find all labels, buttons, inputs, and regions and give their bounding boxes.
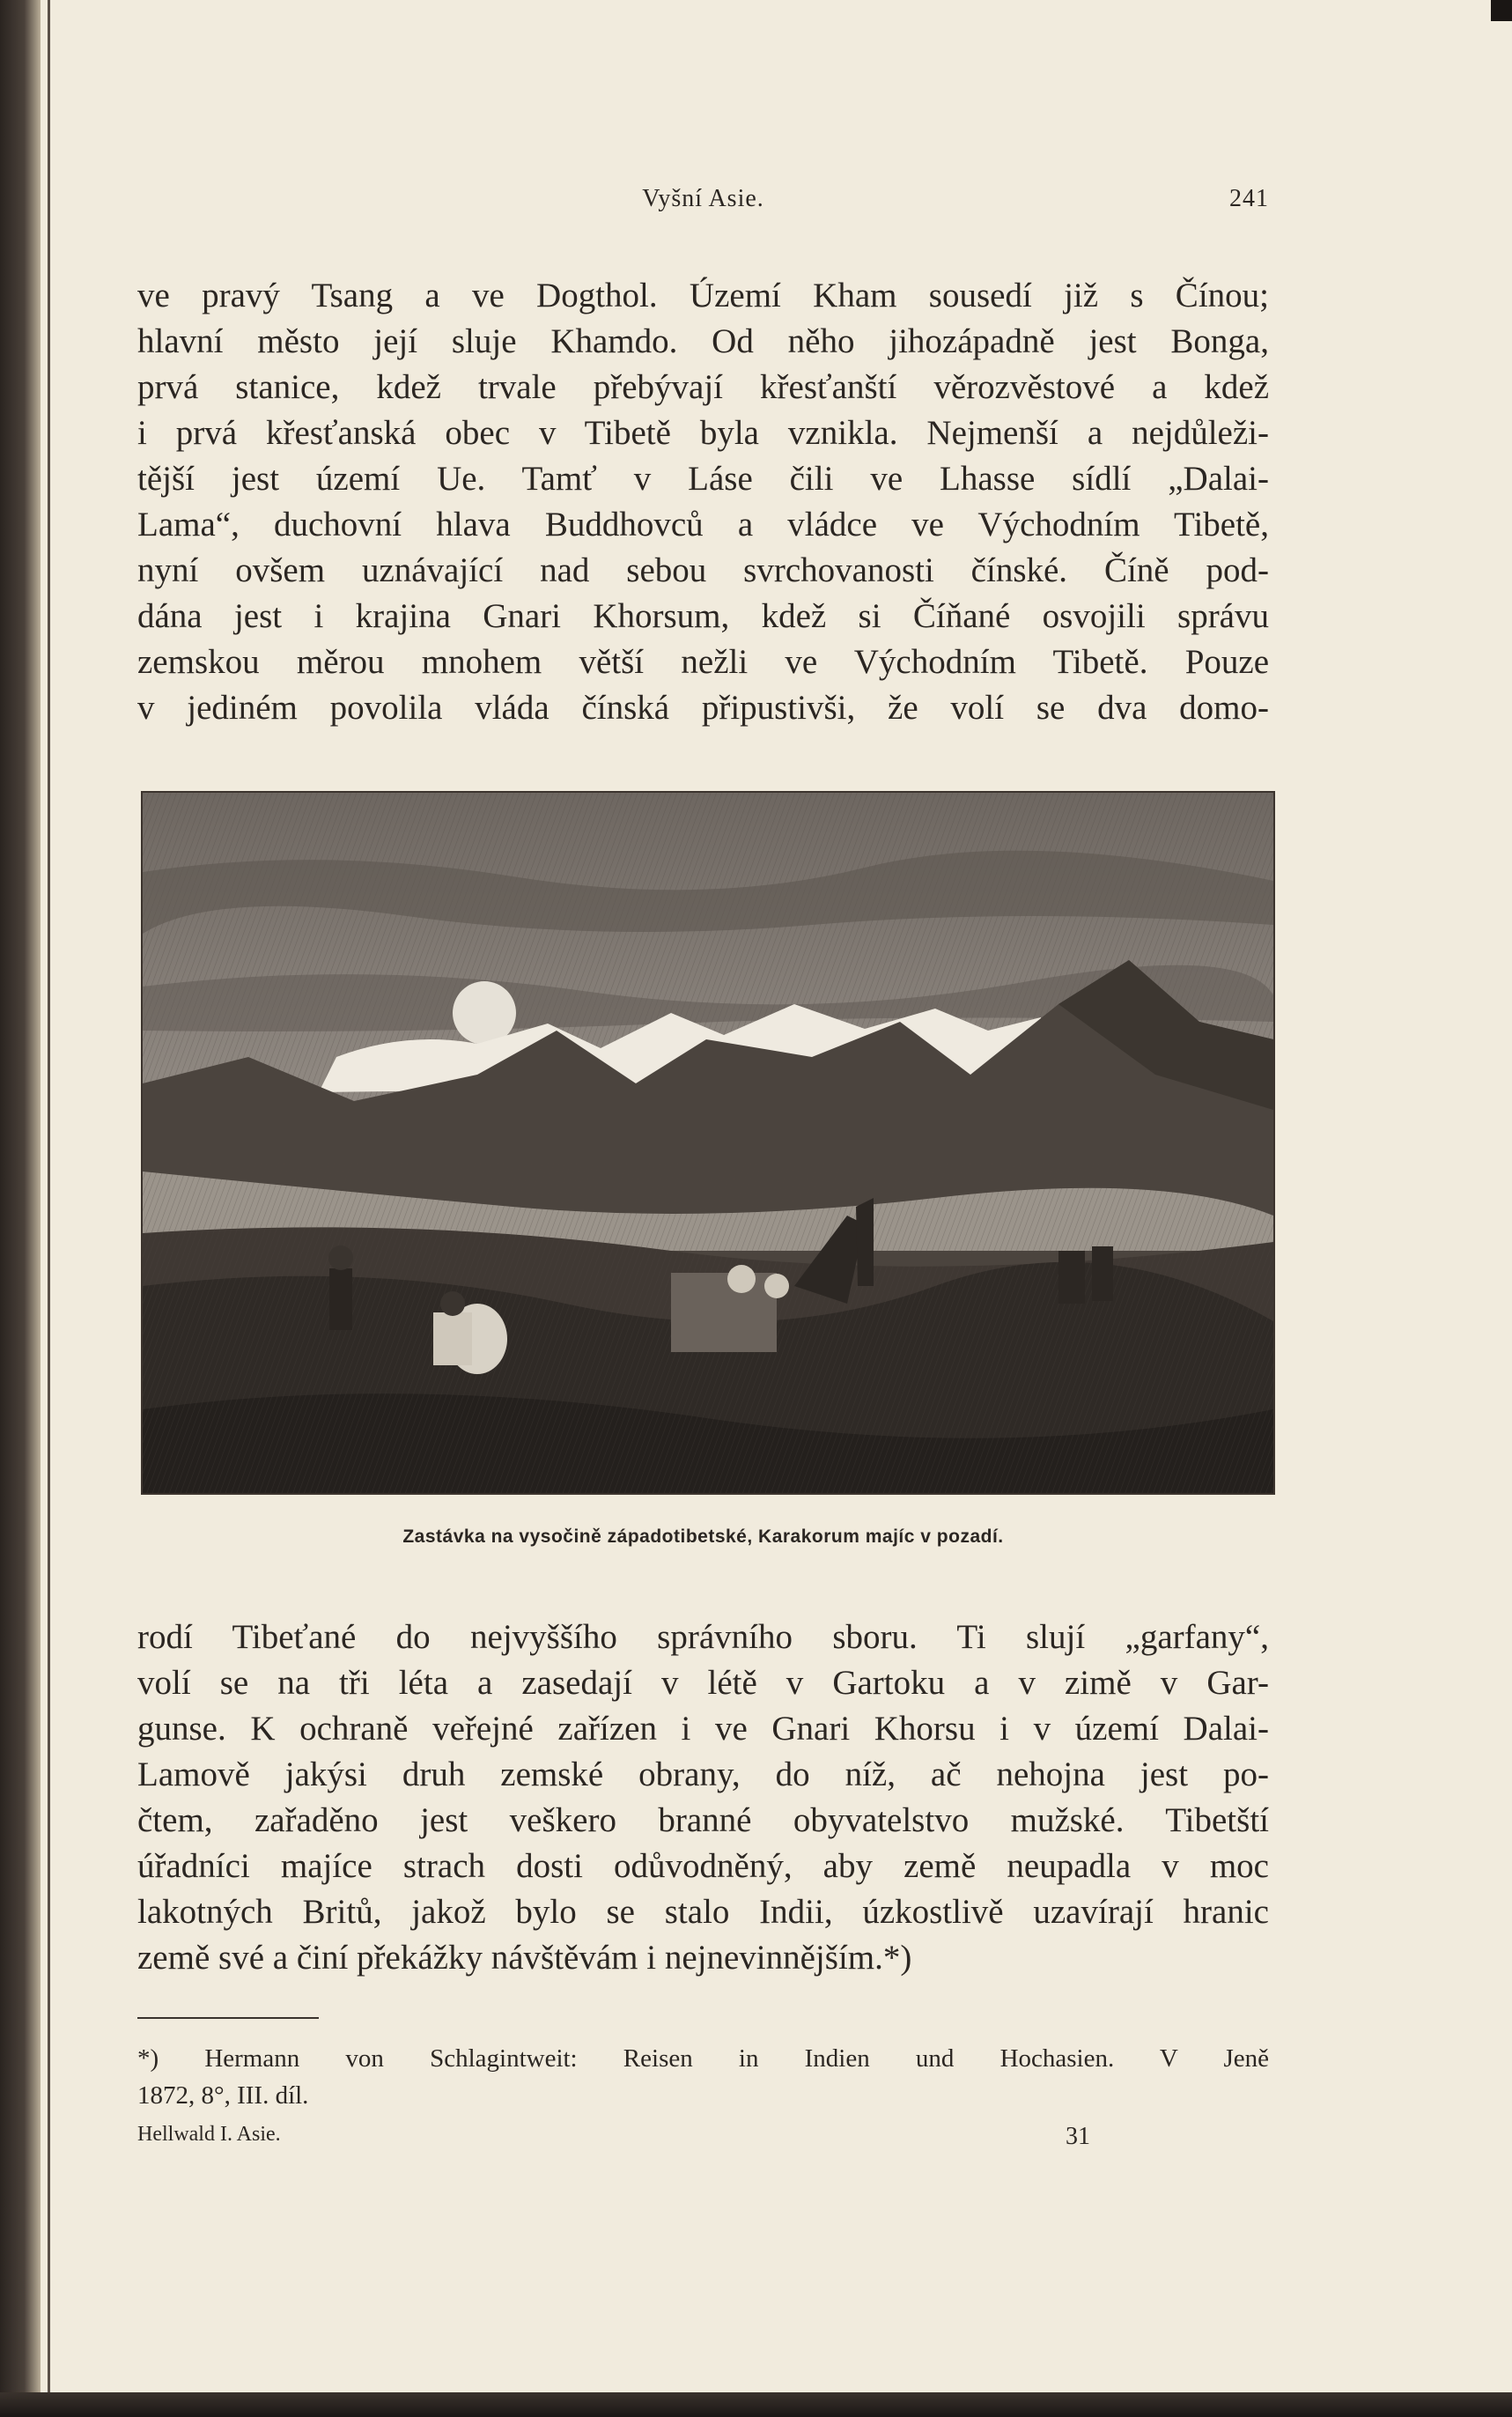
text-line: ve pravý Tsang a ve Dogthol. Území Kham sousedí již s Čínou; <box>137 277 1269 314</box>
book-binding-edge <box>0 0 41 2417</box>
text-line: Lama“, duchovní hlava Buddhovců a vládce ve Východním Tibetě, <box>137 506 1269 543</box>
text-line: dána jest i krajina Gnari Khorsum, kdež si Číňané osvojili správu <box>137 597 1269 635</box>
corner-mark <box>1491 0 1512 21</box>
gutter-line <box>48 0 50 2417</box>
text-line: zemskou měrou mnohem větší nežli ve Východním Tibetě. Pouze <box>137 643 1269 681</box>
text-line: rodí Tibeťané do nejvyššího správního sboru. Ti slují „garfany“, <box>137 1618 1269 1656</box>
text-line: i prvá křesťanská obec v Tibetě byla vznikla. Nejmenší a nejdůleži- <box>137 414 1269 452</box>
signature-number: 31 <box>1066 2123 1090 2150</box>
running-head-title: Vyšní Asie. <box>642 185 764 212</box>
text-line: lakotných Britů, jakož bylo se stalo Indii, úzkostlivě uzavírají hranic <box>137 1893 1269 1931</box>
printer-signature <box>137 2123 1269 2158</box>
footnote-divider <box>137 2017 319 2019</box>
text-block-bottom <box>137 1615 1269 1981</box>
text-line: země své a činí překážky návštěvám i nejnevinnějším.*) <box>137 1939 912 1977</box>
footnote-line: 1872, 8°, III. díl. <box>137 2081 309 2110</box>
footnote-line: *) Hermann von Schlagintweit: Reisen in Indien und Hochasien. V Jeně <box>137 2044 1269 2073</box>
text-line: gunse. K ochraně veřejné zařízen i ve Gnari Khorsu i v území Dalai- <box>137 1710 1269 1748</box>
text-line: Lamově jakýsi druh zemské obrany, do níž, ač nehojna jest po- <box>137 1755 1269 1793</box>
text-line: nyní ovšem uznávající nad sebou svrchovanosti čínské. Číně pod- <box>137 551 1269 589</box>
text-line: čtem, zařaděno jest veškero branné obyvatelstvo mužské. Tibetští <box>137 1801 1269 1839</box>
text-line: hlavní město její sluje Khamdo. Od něho jihozápadně jest Bonga, <box>137 322 1269 360</box>
text-line: volí se na tři léta a zasedají v létě v Gartoku a v zimě v Gar- <box>137 1664 1269 1702</box>
signature-title: Hellwald I. Asie. <box>137 2123 281 2146</box>
landscape-engraving-icon <box>143 793 1273 1493</box>
text-line: prvá stanice, kdež trvale přebývají křesťanští věrozvěstové a kdež <box>137 368 1269 406</box>
page-number: 241 <box>1229 185 1269 212</box>
text-block-top <box>137 273 1269 731</box>
text-line: úřadníci majíce strach dosti odůvodněný, aby země neupadla v moc <box>137 1847 1269 1885</box>
engraving-illustration <box>141 791 1275 1495</box>
page-bottom-edge <box>0 2392 1512 2417</box>
footnote <box>137 2040 1269 2114</box>
running-head <box>137 185 1269 220</box>
figure-caption: Zastávka na vysočině západotibetské, Karakorum majíc v pozadí. <box>402 1526 1004 1547</box>
text-line: tější jest území Ue. Tamť v Láse čili ve Lhasse sídlí „Dalai- <box>137 460 1269 498</box>
text-line: v jediném povolila vláda čínská připustivši, že volí se dva domo- <box>137 689 1269 727</box>
